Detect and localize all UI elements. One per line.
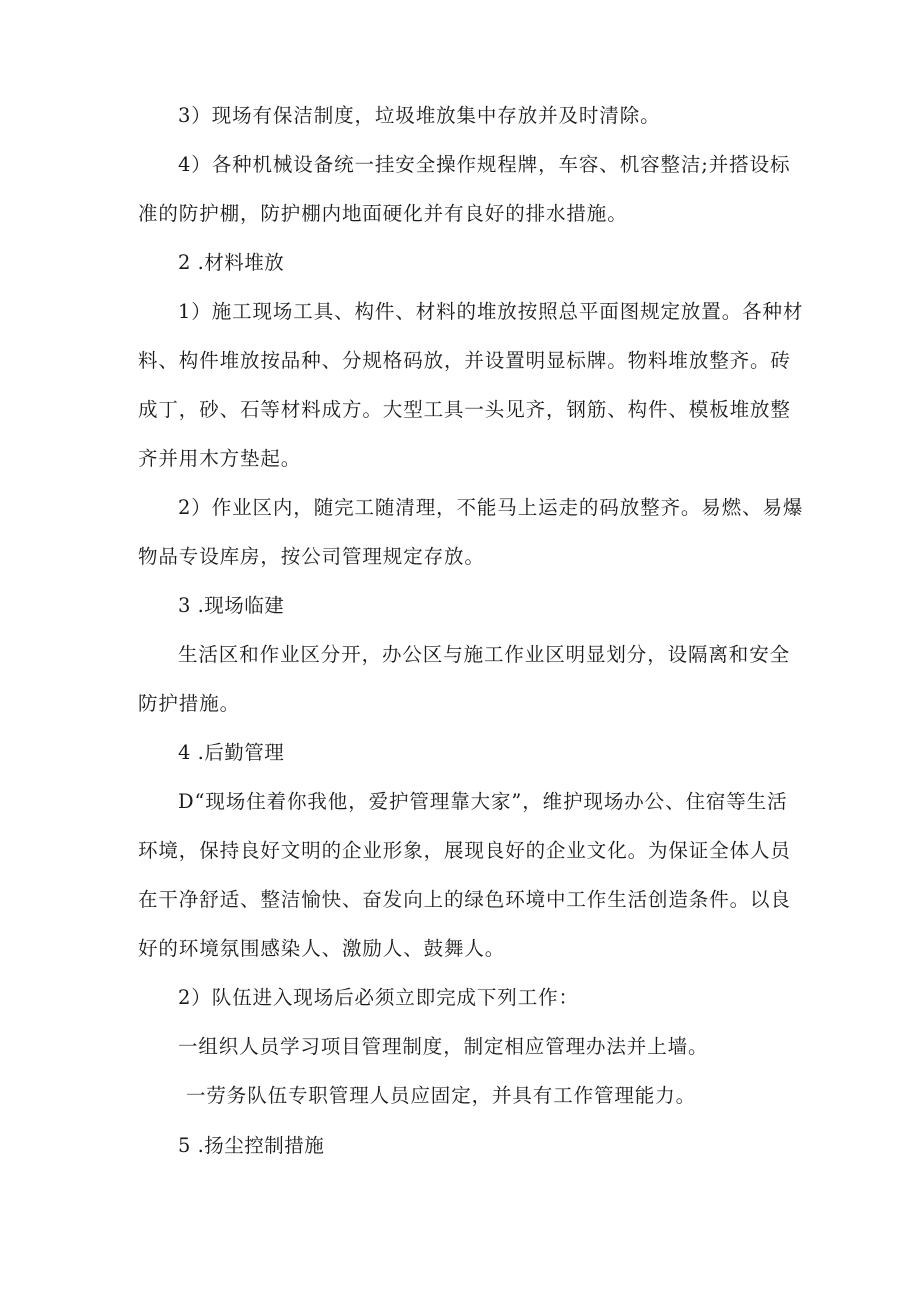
paragraph-living-area-cont: 防护措施。 xyxy=(138,692,241,715)
paragraph-work-area-cont: 物品专设库房，按公司管理规定存放。 xyxy=(138,545,485,568)
section-heading-temporary-buildings: 3 .现场临建 xyxy=(178,594,285,617)
section-heading-logistics: 4 .后勤管理 xyxy=(178,741,285,764)
paragraph-machinery: 4）各种机械设备统一挂安全操作规程牌，车容、机容整洁;并搭设标 xyxy=(178,153,791,176)
list-item-organize-study: 一组织人员学习项目管理制度，制定相应管理办法并上墙。 xyxy=(178,1035,709,1058)
paragraph-tools-stacking: 1）施工现场工具、构件、材料的堆放按照总平面图规定放置。各种材 xyxy=(178,300,804,323)
paragraph-slogan-cont-2: 在干净舒适、整洁愉快、奋发向上的绿色环境中工作生活创造条件。以良 xyxy=(138,888,791,911)
list-item-labor-management: 一劳务队伍专职管理人员应固定，并具有工作管理能力。 xyxy=(186,1084,697,1107)
paragraph-work-area: 2）作业区内，随完工随清理，不能马上运走的码放整齐。易燃、易爆 xyxy=(178,496,804,519)
paragraph-living-area: 生活区和作业区分开，办公区与施工作业区明显划分，设隔离和安全 xyxy=(178,643,791,666)
paragraph-slogan-cont-3: 好的环境氛围感染人、激励人、鼓舞人。 xyxy=(138,937,506,960)
paragraph-cleaning: 3）现场有保洁制度，垃圾堆放集中存放并及时清除。 xyxy=(178,104,661,127)
paragraph-team-entry: 2）队伍进入现场后必须立即完成下列工作： xyxy=(178,986,579,1009)
paragraph-slogan: D“现场住着你我他，爱护管理靠大家”，维护现场办公、住宿等生活 xyxy=(178,790,788,813)
paragraph-tools-stacking-cont-1: 料、构件堆放按品种、分规格码放，并设置明显标牌。物料堆放整齐。砖 xyxy=(138,349,791,372)
section-heading-dust-control: 5 .扬尘控制措施 xyxy=(178,1134,325,1157)
paragraph-tools-stacking-cont-3: 齐并用木方垫起。 xyxy=(138,447,302,470)
paragraph-slogan-cont-1: 环境，保持良好文明的企业形象，展现良好的企业文化。为保证全体人员 xyxy=(138,839,791,862)
paragraph-machinery-cont: 准的防护棚，防护棚内地面硬化并有良好的排水措施。 xyxy=(138,202,628,225)
paragraph-tools-stacking-cont-2: 成丁，砂、石等材料成方。大型工具一头见齐，钢筋、构件、模板堆放整 xyxy=(138,398,791,421)
section-heading-material-stacking: 2 .材料堆放 xyxy=(178,251,285,274)
